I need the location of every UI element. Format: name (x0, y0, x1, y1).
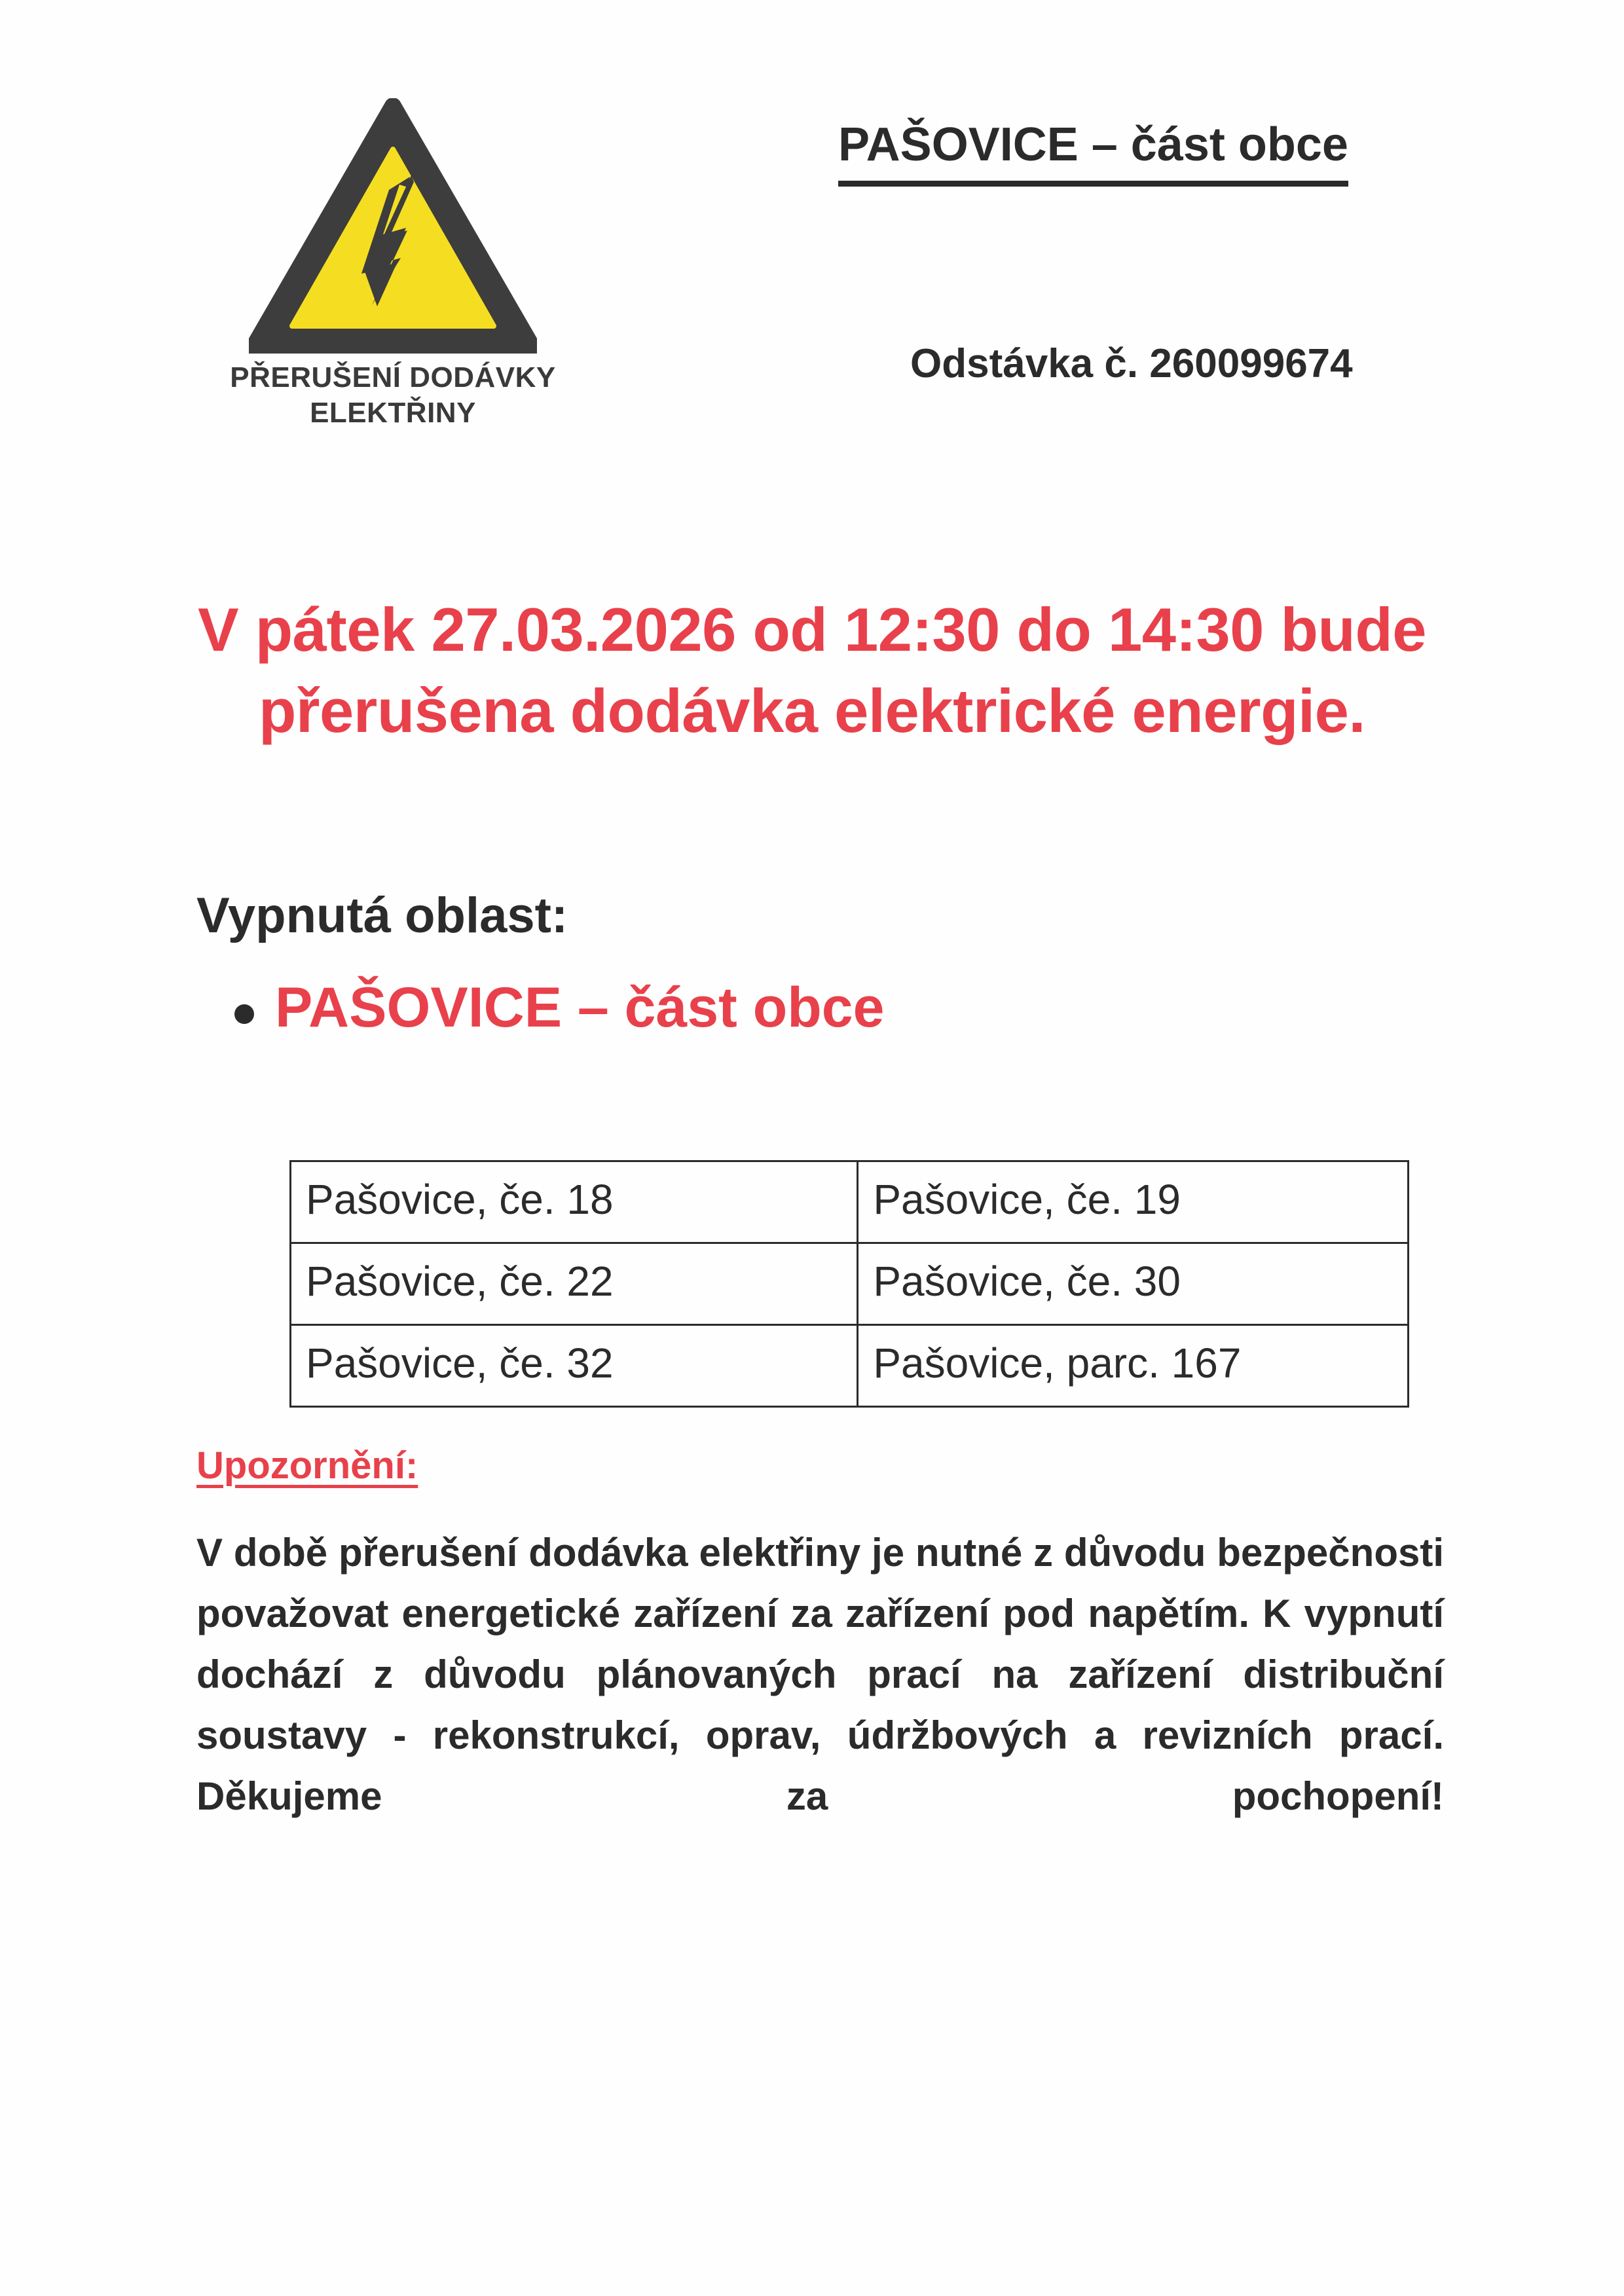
high-voltage-warning-triangle-icon (249, 98, 537, 354)
address-cell: Pašovice, če. 18 (291, 1161, 858, 1243)
address-cell: Pašovice, če. 22 (291, 1243, 858, 1325)
address-cell: Pašovice, parc. 167 (858, 1325, 1409, 1407)
table-row (291, 1243, 1409, 1325)
address-cell: Pašovice, če. 30 (858, 1243, 1409, 1325)
affected-area-list (196, 975, 1441, 1040)
warning-logo-block (216, 98, 570, 430)
affected-area-label: Vypnutá oblast: (196, 888, 568, 943)
page-header (0, 98, 1624, 465)
warning-logo-caption-line1: PŘERUŠENÍ DODÁVKY (230, 361, 556, 393)
page-title: PAŠOVICE – část obce (838, 118, 1348, 187)
list-item (196, 975, 1441, 1040)
warning-logo-caption-line2: ELEKTŘINY (310, 396, 476, 429)
notice-body: V době přerušení dodávka elektřiny je nutné z důvodu bezpečnosti považovat energetické zařízení za zařízení pod napětím. K vypnutí dochází z důvodu plánovaných prací na zařízení distribuční soustavy - rekonstrukcí, oprav, údržbových a revizních prací. Děkujeme za pochopení! (196, 1531, 1444, 1818)
address-cell: Pašovice, če. 32 (291, 1325, 858, 1407)
bullet-icon (234, 1004, 254, 1024)
address-table (289, 1160, 1409, 1408)
outage-number: Odstávka č. 260099674 (910, 341, 1353, 386)
warning-logo-caption (216, 360, 570, 430)
affected-area-name: PAŠOVICE – část obce (275, 976, 885, 1039)
notice-title: Upozornění: (196, 1444, 418, 1487)
table-row (291, 1161, 1409, 1243)
outage-headline: V pátek 27.03.2026 od 12:30 do 14:30 bude přerušena dodávka elektrické energie. (197, 595, 1427, 746)
table-row (291, 1325, 1409, 1407)
address-cell: Pašovice, če. 19 (858, 1161, 1409, 1243)
